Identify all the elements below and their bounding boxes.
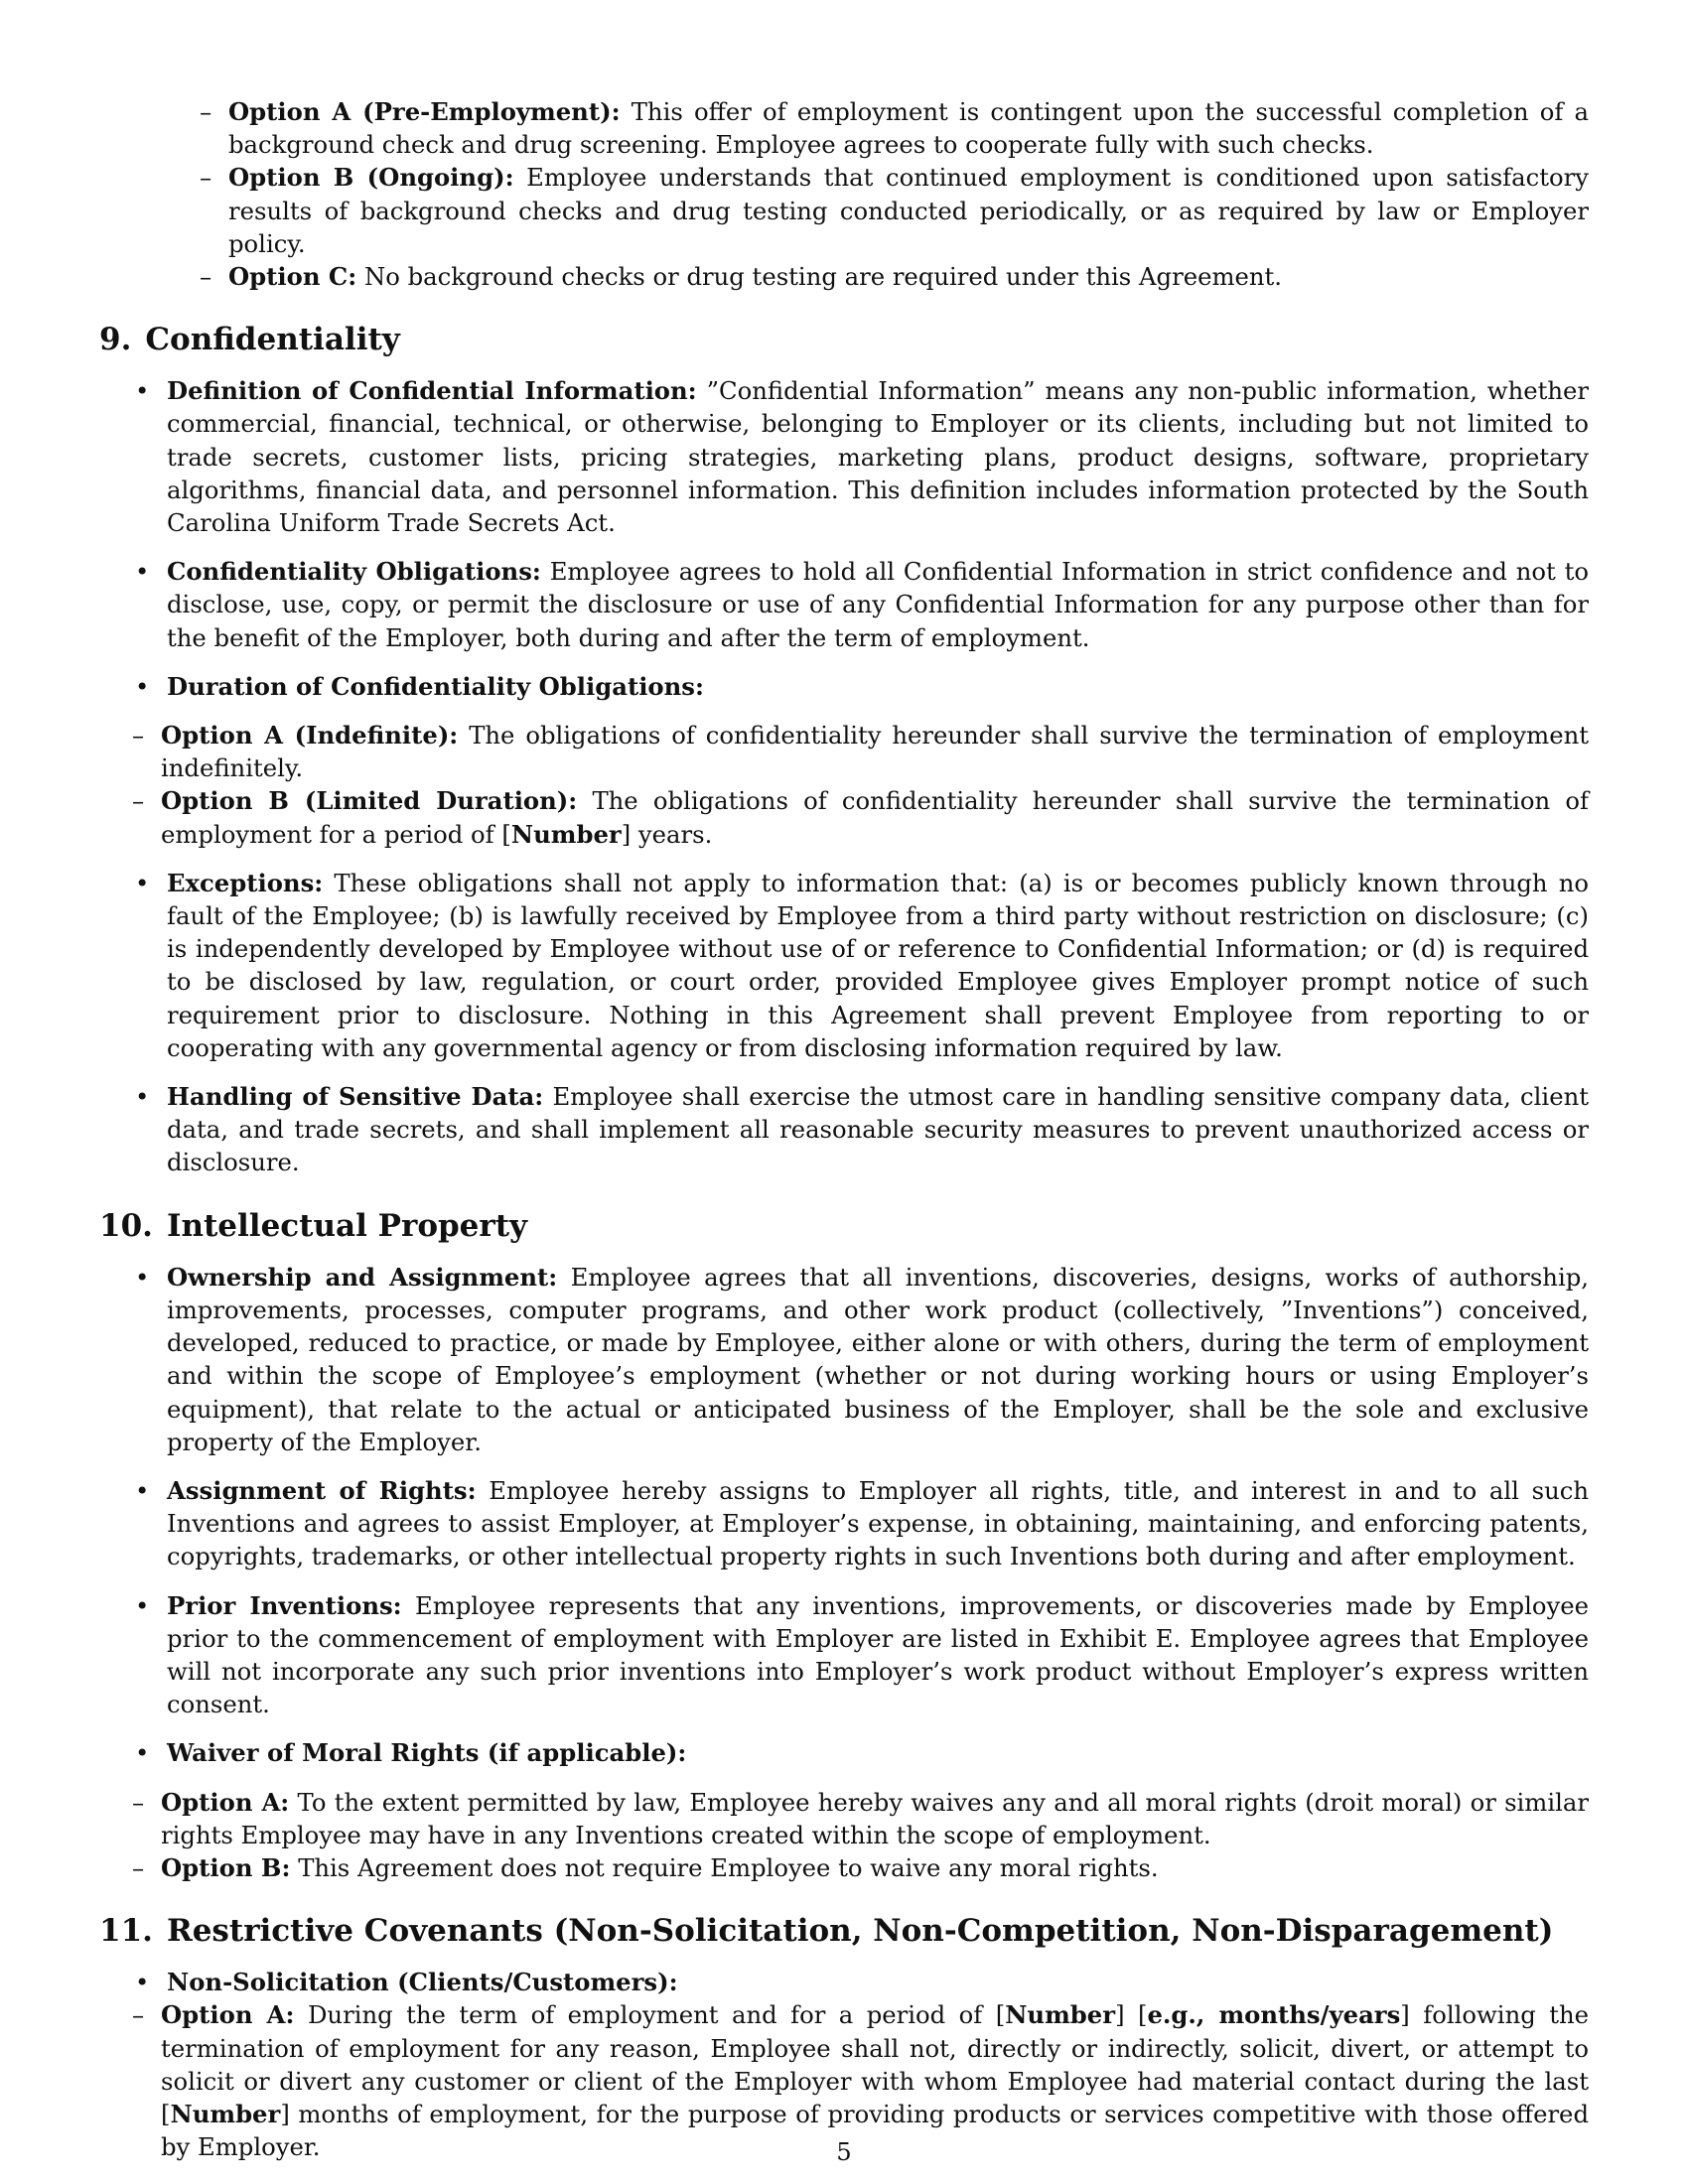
option-label: Option A: xyxy=(161,2000,295,2030)
bullet-label: Ownership and Assignment: xyxy=(167,1262,558,1292)
section-title: Confidentiality xyxy=(145,322,400,358)
page-number: 5 xyxy=(836,2138,852,2166)
bullet-handling: • Handling of Sensitive Data: Employee shall exercise the utmost care in handling sensitive company data, client data, and trade secrets, and shall implement all reasonable security measures to prevent unauthorized access or disclosure. xyxy=(135,1082,1589,1177)
bullet-text: Employee agrees to hold all Confidential Information in strict confidence and not to disclose, use, copy, or permit the disclosure or use of any Confidential Information for any purpose other than for the benefit of the Employer, both during and after the term of employment. xyxy=(167,557,1589,652)
bullet-label: Non-Solicitation (Clients/Customers): xyxy=(167,1968,678,1997)
option-label: Option B: xyxy=(161,1852,291,1882)
option-label: Option A (Indefinite): xyxy=(161,721,459,751)
moral-rights-options xyxy=(99,1786,1589,1885)
section-title: Restrictive Covenants (Non-Solicitation, Non-Competition, Non-Disparagement) xyxy=(166,1913,1554,1950)
bullet-exceptions: • Exceptions: These obligations shall not apply to information that: (a) is or becomes publicly known through no fault of the Employee; (b) is lawfully received by Employee from a third party without restriction on disclosure; (c) is independently developed by Employee without use of or reference to Confidential Information; or (d) is required to be disclosed by law, regulation, or court order, provided Employee gives Employer prompt notice of such requirement prior to disclosure. Nothing in this Agreement shall prevent Employee from reporting to or cooperating with any governmental agency or from disclosing information required by law. xyxy=(135,868,1589,1062)
bullet-text: Employee represents that any inventions, improvements, or discoveries made by Employee prior to the commencement of employment with Employer are listed in Exhibit E. Employee agrees that Employee will not incorporate any such prior inventions into Employer’s work product without Employer’s express written consent. xyxy=(167,1590,1589,1719)
bullet-text: ”Confidential Information” means any non-public information, whether commercial, financial, technical, or otherwise, belonging to Employer or its clients, including but not limited to trade secrets, customer lists, pricing strategies, marketing plans, product designs, software, proprietary algorithms, financial data, and personnel information. This definition includes information protected by the South Carolina Uniform Trade Secrets Act. xyxy=(167,376,1589,538)
section-heading-intellectual-property xyxy=(99,1206,1589,1246)
bullet-label: Waiver of Moral Rights (if applicable): xyxy=(167,1738,687,1768)
section-number: 10. xyxy=(99,1207,153,1244)
duration-options xyxy=(99,719,1589,851)
option-text: To the extent permitted by law, Employee hereby waives any and all moral rights (droit moral) or similar rights Employee may have in any Inventions created within the scope of employment. xyxy=(161,1787,1589,1849)
bullet-definition: • Definition of Confidential Information: ”Confidential Information” means any non-public information, whether commercial, financial, technical, or otherwise, belonging to Employer or its clients, including but not limited to trade secrets, customer lists, pricing strategies, marketing plans, product designs, software, proprietary algorithms, financial data, and personnel information. This definition includes information protected by the South Carolina Uniform Trade Secrets Act. xyxy=(135,376,1589,538)
placeholder-field: Number xyxy=(170,2099,281,2128)
option-item: – Option B (Limited Duration): The obligations of confidentiality hereunder shall survive the termination of employment for a period of [Number] years. xyxy=(132,786,1589,849)
bullet-duration: • Duration of Confidentiality Obligations: xyxy=(135,671,704,701)
background-check-options xyxy=(99,95,1589,293)
option-item: – Option A: To the extent permitted by law, Employee hereby waives any and all moral rights (droit moral) or similar rights Employee may have in any Inventions created within the scope of employment. xyxy=(132,1787,1589,1849)
option-text: No background checks or drug testing are required under this Agreement. xyxy=(363,262,1283,292)
option-text: This Agreement does not require Employee to waive any moral rights. xyxy=(298,1852,1159,1882)
option-label: Option C: xyxy=(228,262,357,292)
option-text: Employee understands that continued employment is conditioned upon satisfactory results of background checks and drug testing conducted periodically, or as required by law or Employer policy. xyxy=(228,163,1589,258)
bullet-text: Employee hereby assigns to Employer all rights, title, and interest in and to all such Inventions and agrees to assist Employer, at Employer’s expense, in obtaining, maintaining, and enforcing patents, copyrights, trademarks, or other intellectual property rights in such Inventions both during and after employment. xyxy=(167,1475,1589,1571)
option-item: – Option B (Ongoing): Employee understands that continued employment is conditioned upon satisfactory results of background checks and drug testing conducted periodically, or as required by law or Employer policy. xyxy=(200,163,1589,258)
bullet-moral-rights: • Waiver of Moral Rights (if applicable): xyxy=(135,1738,687,1768)
section-title: Intellectual Property xyxy=(166,1207,528,1244)
bullet-label: Handling of Sensitive Data: xyxy=(167,1082,544,1112)
bullet-label: Confidentiality Obligations: xyxy=(167,557,541,587)
bullet-prior-inventions: • Prior Inventions: Employee represents that any inventions, improvements, or discoveries made by Employee prior to the commencement of employment with Employer are listed in Exhibit E. Employee agrees that Employee will not incorporate any such prior inventions into Employer’s work product without Employer’s express written consent. xyxy=(135,1590,1589,1719)
option-label: Option A (Pre-Employment): xyxy=(228,97,621,126)
bullet-ownership: • Ownership and Assignment: Employee agrees that all inventions, discoveries, designs, works of authorship, improvements, processes, computer programs, and other work product (collectively, ”Inventions”) conceived, developed, reduced to practice, or made by Employee, either alone or with others, during the term of employment and within the scope of Employee’s employment (whether or not during working hours or using Employer’s equipment), that relate to the actual or anticipated business of the Employer, shall be the sole and exclusive property of the Employer. xyxy=(135,1262,1589,1456)
placeholder-field: e.g., months/years xyxy=(1147,2000,1401,2030)
option-item: – Option A (Indefinite): The obligations of confidentiality hereunder shall survive the termination of employment indefinitely. xyxy=(132,721,1589,783)
option-item: – Option C: No background checks or drug testing are required under this Agreement. xyxy=(200,262,1283,292)
bullet-text: Employee agrees that all inventions, discoveries, designs, works of authorship, improvements, processes, computer programs, and other work product (collectively, ”Inventions”) conceived, developed, reduced to practice, or made by Employee, either alone or with others, during the term of employment and within the scope of Employee’s employment (whether or not during working hours or using Employer’s equipment), that relate to the actual or anticipated business of the Employer, shall be the sole and exclusive property of the Employer. xyxy=(167,1262,1589,1456)
bullet-label: Assignment of Rights: xyxy=(167,1475,477,1505)
bullet-label: Duration of Confidentiality Obligations: xyxy=(167,671,704,701)
placeholder-field: Number xyxy=(510,819,622,849)
option-item: – Option A: During the term of employment and for a period of [Number] [e.g., months/years] following the termination of employment for any reason, Employee shall not, directly or indirectly, solicit, divert, or attempt to solicit or divert any customer or client of the Employer with whom Employee had material contact during the last [Number] months of employment, for the purpose of providing products or services competitive with those offered by Employer. xyxy=(132,2000,1590,2162)
section-heading-restrictive-covenants xyxy=(99,1911,1589,1951)
bullet-non-solicitation: • Non-Solicitation (Clients/Customers): xyxy=(135,1968,678,1997)
option-label: Option A: xyxy=(161,1787,290,1817)
option-label: Option B (Limited Duration): xyxy=(161,786,578,816)
bullet-label: Prior Inventions: xyxy=(167,1590,402,1620)
bullet-text: These obligations shall not apply to information that: (a) is or becomes publicly known through no fault of the Employee; (b) is lawfully received by Employee from a third party without restriction on disclosure; (c) is independently developed by Employee without use of or reference to Confidential Information; or (d) is required to be disclosed by law, regulation, or court order, provided Employee gives Employer prompt notice of such requirement prior to disclosure. Nothing in this Agreement shall prevent Employee from reporting to or cooperating with any governmental agency or from disclosing information required by law. xyxy=(167,868,1589,1062)
option-item: – Option B: This Agreement does not require Employee to waive any moral rights. xyxy=(132,1852,1159,1882)
bullet-assignment: • Assignment of Rights: Employee hereby assigns to Employer all rights, title, and interest in and to all such Inventions and agrees to assist Employer, at Employer’s expense, in obtaining, maintaining, and enforcing patents, copyrights, trademarks, or other intellectual property rights in such Inventions both during and after employment. xyxy=(135,1475,1589,1571)
option-text: The obligations of confidentiality hereunder shall survive the termination of employment indefinitely. xyxy=(161,721,1589,783)
bullet-label: Definition of Confidential Information: xyxy=(167,376,697,406)
option-label: Option B (Ongoing): xyxy=(228,163,514,193)
section-number: 11. xyxy=(99,1913,153,1950)
option-text: This offer of employment is contingent upon the successful completion of a background check and drug screening. Employee agrees to cooperate fully with such checks. xyxy=(228,97,1589,160)
bullet-obligations: • Confidentiality Obligations: Employee agrees to hold all Confidential Information in strict confidence and not to disclose, use, copy, or permit the disclosure or use of any Confidential Information for any purpose other than for the benefit of the Employer, both during and after the term of employment. xyxy=(135,557,1589,652)
section-number: 9. xyxy=(99,322,132,358)
document-page xyxy=(99,95,1589,2179)
placeholder-field: Number xyxy=(1005,2000,1116,2030)
option-item: – Option A (Pre-Employment): This offer of employment is contingent upon the successful completion of a background check and drug screening. Employee agrees to cooperate fully with such checks. xyxy=(200,97,1589,160)
bullet-text: Employee shall exercise the utmost care in handling sensitive company data, client data, and trade secrets, and shall implement all reasonable security measures to prevent unauthorized access or disclosure. xyxy=(167,1082,1589,1177)
section-heading-confidentiality xyxy=(99,320,1589,359)
bullet-label: Exceptions: xyxy=(167,868,324,897)
